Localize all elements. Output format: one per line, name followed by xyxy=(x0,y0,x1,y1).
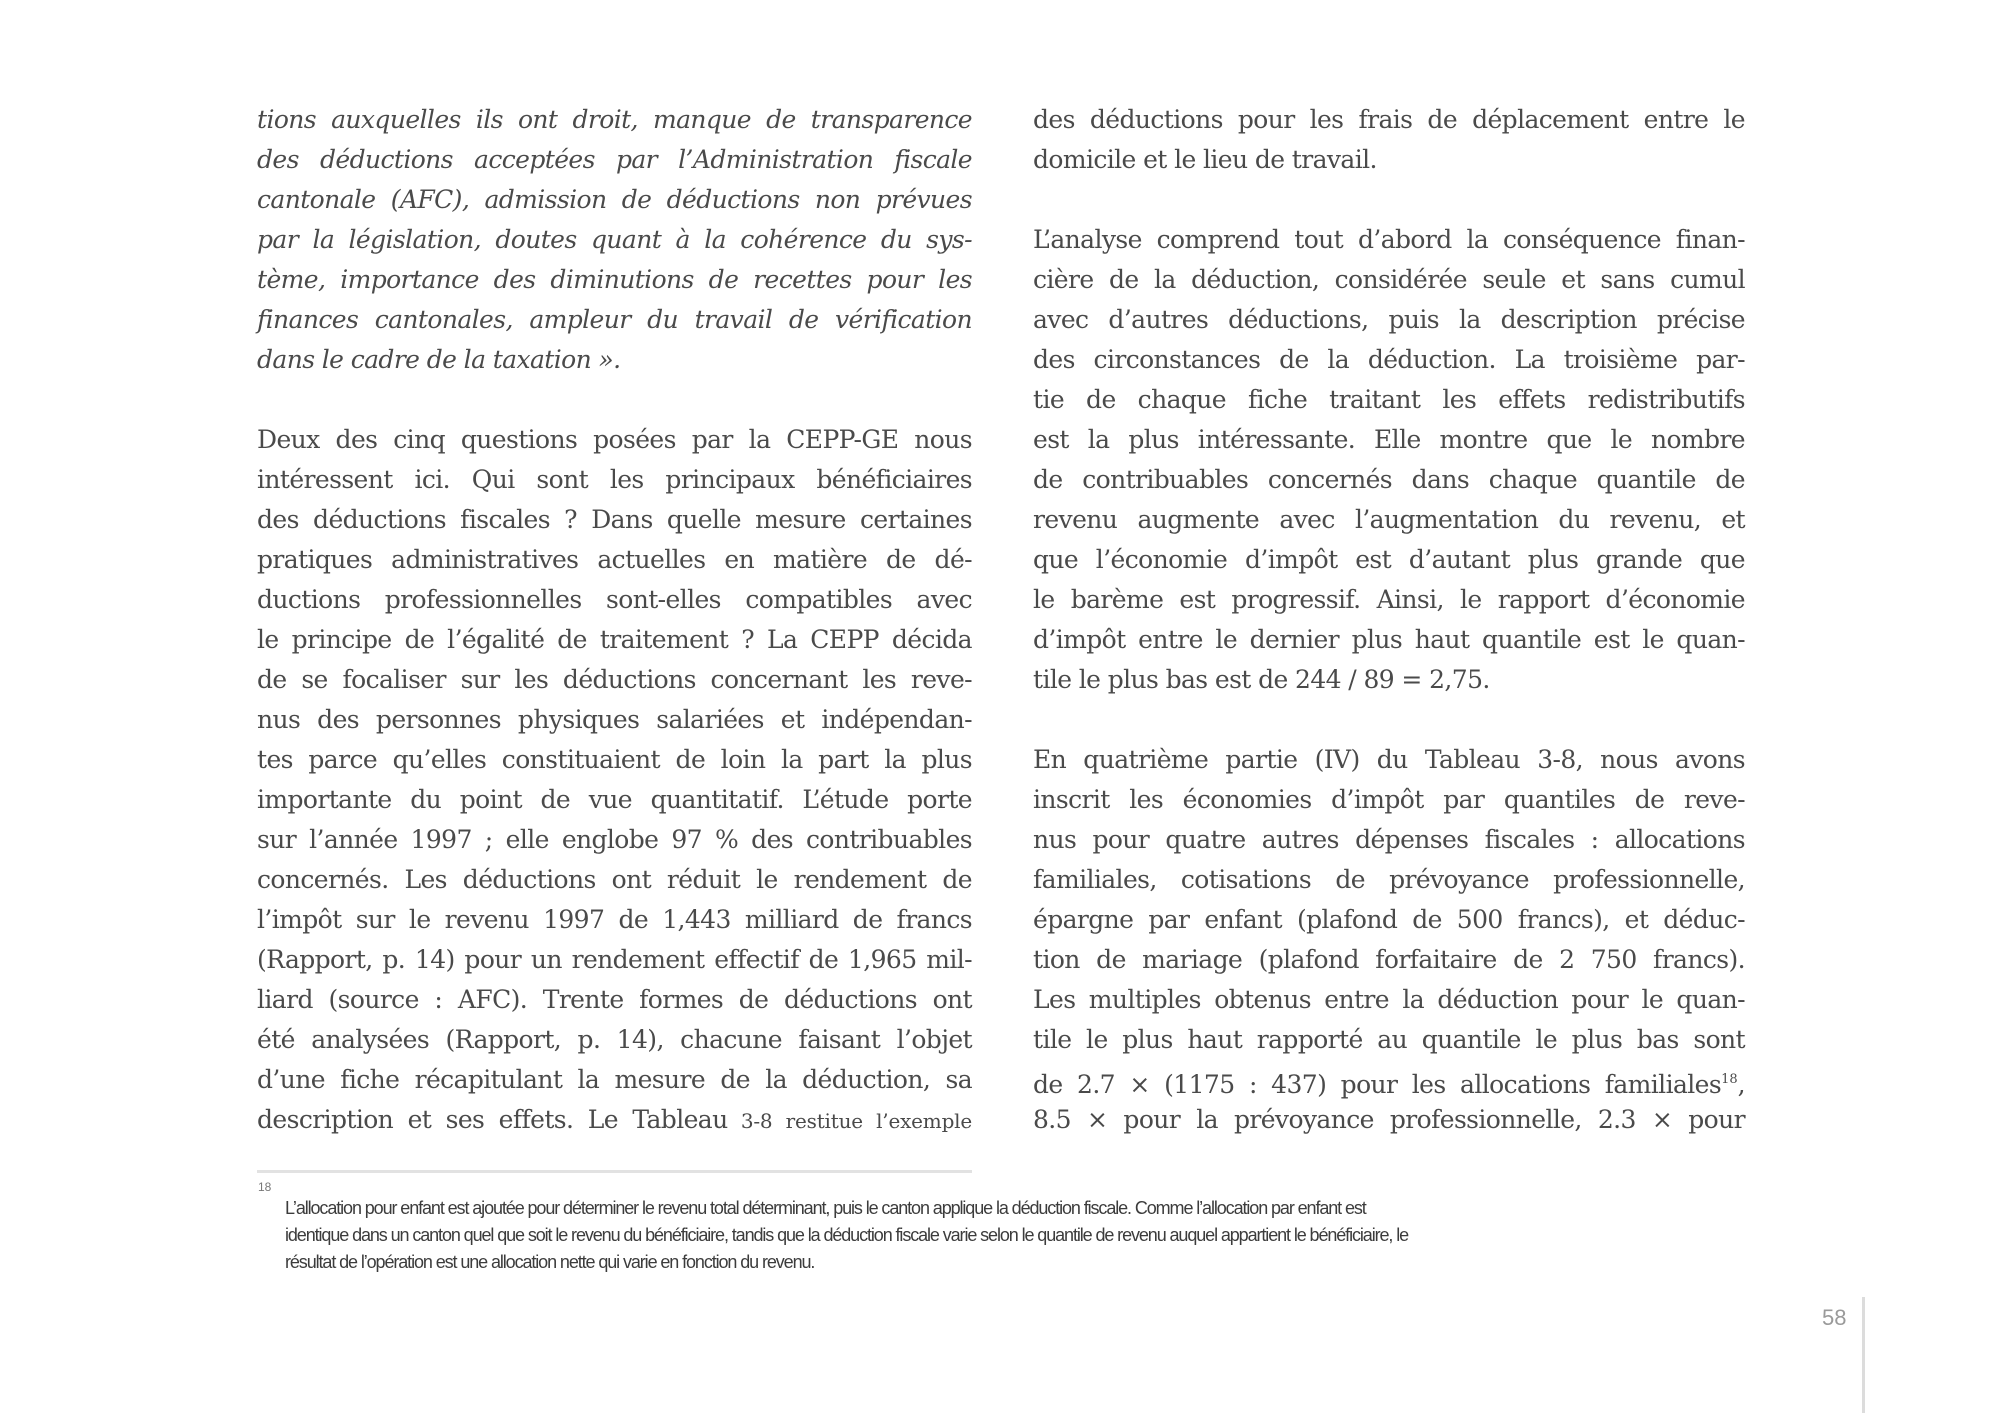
text-line: revenu augmente avec l’augmentation du revenu, et xyxy=(1033,505,1745,534)
text-line: épargne par enfant (plafond de 500 francs), et déduc- xyxy=(1033,905,1745,934)
text-line: En quatrième partie (IV) du Tableau 3-8, nous avons xyxy=(1033,745,1745,774)
text-run: , xyxy=(1737,1070,1745,1099)
quote-paragraph xyxy=(257,100,972,380)
text-line: Les multiples obtenus entre la déduction pour le quan- xyxy=(1033,985,1745,1014)
body-paragraph xyxy=(1033,740,1745,1140)
footnote-separator xyxy=(257,1170,972,1173)
footnote-line: résultat de l’opération est une allocation nette qui varie en fonction du revenu. xyxy=(285,1252,815,1272)
right-column xyxy=(1033,100,1745,1140)
text-line: Deux des cinq questions posées par la CEPP-GE nous xyxy=(257,425,972,454)
text-line: (Rapport, p. 14) pour un rendement effectif de 1,965 mil- xyxy=(257,945,972,974)
text-line: par la législation, doutes quant à la cohérence du sys- xyxy=(257,225,972,254)
left-column xyxy=(257,100,972,1140)
text-line: domicile et le lieu de travail. xyxy=(1033,145,1377,174)
text-line: été analysées (Rapport, p. 14), chacune faisant l’objet xyxy=(257,1025,972,1054)
text-line: avec d’autres déductions, puis la description précise xyxy=(1033,305,1745,334)
text-line: pratiques administratives actuelles en matière de dé- xyxy=(257,545,972,574)
text-line: tions auxquelles ils ont droit, manque de transparence xyxy=(257,105,972,134)
text-line: concernés. Les déductions ont réduit le rendement de xyxy=(257,865,972,894)
text-line: tie de chaque fiche traitant les effets redistributifs xyxy=(1033,385,1745,414)
page-margin-rule xyxy=(1862,1297,1865,1413)
text-line: inscrit les économies d’impôt par quantiles de reve- xyxy=(1033,785,1745,814)
text-line: familiales, cotisations de prévoyance professionnelle, xyxy=(1033,865,1745,894)
text-line: finances cantonales, ampleur du travail de vérification xyxy=(257,305,972,334)
text-line: de se focaliser sur les déductions concernant les reve- xyxy=(257,665,972,694)
text-line: importante du point de vue quantitatif. L’étude porte xyxy=(257,785,972,814)
body-paragraph xyxy=(1033,220,1745,700)
footnote-line: L’allocation pour enfant est ajoutée pour déterminer le revenu total déterminant, puis le canton applique la déduction fiscale. Comme l’allocation par enfant est xyxy=(285,1198,1366,1218)
text-line: des circonstances de la déduction. La troisième par- xyxy=(1033,345,1745,374)
text-line: des déductions pour les frais de déplacement entre le xyxy=(1033,105,1745,134)
text-line: intéressent ici. Qui sont les principaux bénéficiaires xyxy=(257,465,972,494)
text-line: dans le cadre de la taxation ». xyxy=(257,345,621,374)
text-line: ductions professionnelles sont-elles compatibles avec xyxy=(257,585,972,614)
text-line: cantonale (AFC), admission de déductions non prévues xyxy=(257,185,972,214)
text-line: est la plus intéressante. Elle montre que le nombre xyxy=(1033,425,1745,454)
text-line: tile le plus haut rapporté au quantile le plus bas sont xyxy=(1033,1025,1745,1054)
body-paragraph xyxy=(257,420,972,1140)
text-line: 8.5 × pour la prévoyance professionnelle, 2.3 × pour xyxy=(1033,1105,1745,1134)
text-line: sur l’année 1997 ; elle englobe 97 % des contribuables xyxy=(257,825,972,854)
body-paragraph xyxy=(1033,100,1745,180)
text-line: des déductions acceptées par l’Administration fiscale xyxy=(257,145,972,174)
text-line: L’analyse comprend tout d’abord la conséquence finan- xyxy=(1033,225,1745,254)
text-line: le barème est progressif. Ainsi, le rapport d’économie xyxy=(1033,585,1745,614)
footnote-number: 18 xyxy=(258,1180,272,1194)
table-reference-text: 3-8 restitue l’exemple xyxy=(727,1109,973,1133)
text-line: que l’économie d’impôt est d’autant plus grande que xyxy=(1033,545,1745,574)
text-line: l’impôt sur le revenu 1997 de 1,443 milliard de francs xyxy=(257,905,972,934)
text-line: le principe de l’égalité de traitement ? La CEPP décida xyxy=(257,625,972,654)
text-line: des déductions fiscales ? Dans quelle mesure certaines xyxy=(257,505,972,534)
text-line: liard (source : AFC). Trente formes de déductions ont xyxy=(257,985,972,1014)
text-line-with-footnote-ref xyxy=(1033,1060,1745,1100)
text-line: tème, importance des diminutions de recettes pour les xyxy=(257,265,972,294)
text-line: d’une fiche récapitulant la mesure de la déduction, sa xyxy=(257,1065,972,1094)
text-line: tion de mariage (plafond forfaitaire de 2 750 francs). xyxy=(1033,945,1745,974)
text-line: tile le plus bas est de 244 / 89 = 2,75. xyxy=(1033,665,1490,694)
text-line: cière de la déduction, considérée seule et sans cumul xyxy=(1033,265,1745,294)
footnote-reference[interactable]: 18 xyxy=(1721,1072,1738,1087)
text-line: d’impôt entre le dernier plus haut quantile est le quan- xyxy=(1033,625,1745,654)
text-line: nus des personnes physiques salariées et indépendan- xyxy=(257,705,972,734)
text-line-with-table-reference xyxy=(257,1100,972,1140)
footnote-text xyxy=(285,1195,1745,1276)
footnote-line: identique dans un canton quel que soit le revenu du bénéficiaire, tandis que la déduction fiscale varie selon le quantile de revenu auquel appartient le bénéficiaire, le xyxy=(285,1225,1409,1245)
text-run: de 2.7 × (1175 : 437) pour les allocations familiales xyxy=(1033,1070,1722,1099)
text-run: description et ses effets. Le Tableau xyxy=(257,1105,728,1134)
page-number: 58 xyxy=(1822,1305,1847,1330)
text-line: nus pour quatre autres dépenses fiscales : allocations xyxy=(1033,825,1745,854)
text-line: de contribuables concernés dans chaque quantile de xyxy=(1033,465,1745,494)
text-line: tes parce qu’elles constituaient de loin la part la plus xyxy=(257,745,972,774)
